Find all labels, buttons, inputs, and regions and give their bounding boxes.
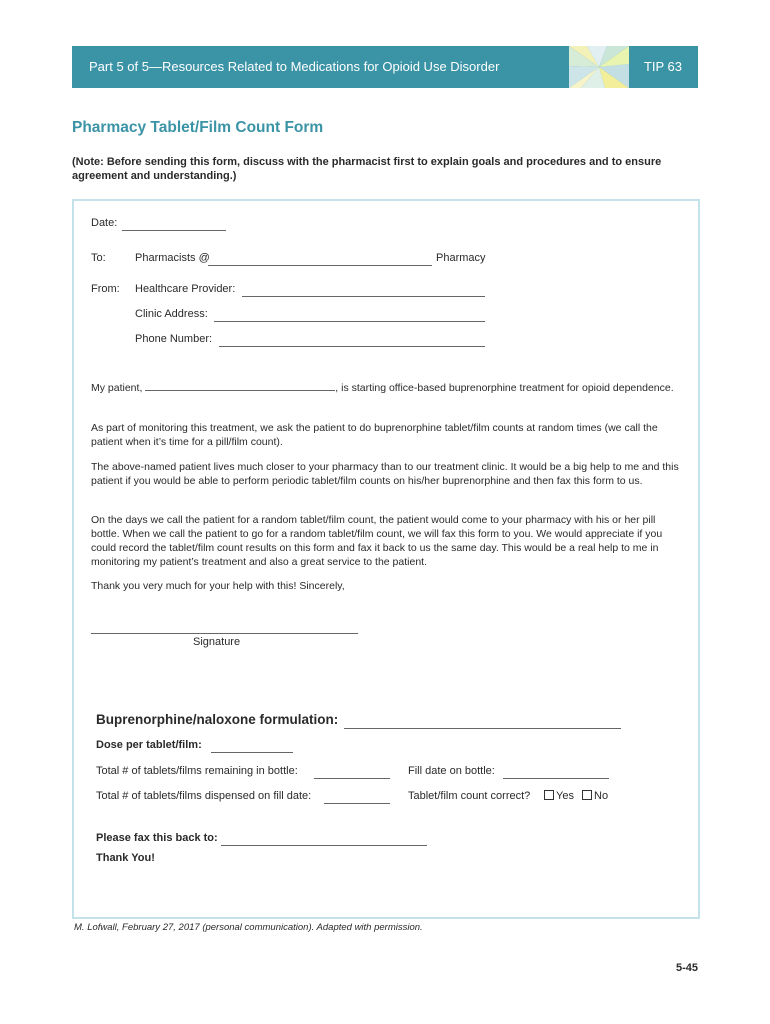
from-label: From: <box>91 283 120 295</box>
monitoring-paragraph: As part of monitoring this treatment, we ask the patient to do buprenorphine tablet/film counts at random times (we call the patient when it’s time for a pill/film count). <box>91 422 658 448</box>
yes-label: Yes <box>556 790 574 802</box>
to-label: To: <box>91 252 106 264</box>
thanks-paragraph: Thank you very much for your help with this! Sincerely, <box>91 580 345 592</box>
formulation-field[interactable] <box>344 719 621 729</box>
fax-back-field[interactable] <box>221 836 427 846</box>
dispensed-field[interactable] <box>324 794 390 804</box>
dose-label: Dose per tablet/film: <box>96 739 202 751</box>
date-label: Date: <box>91 217 118 229</box>
pharmacy-name-field[interactable] <box>208 256 432 266</box>
section-header-bar <box>72 46 698 88</box>
page-number: 5-45 <box>675 962 698 974</box>
fill-date-label: Fill date on bottle: <box>408 765 495 777</box>
formulation-label: Buprenorphine/naloxone formulation: <box>96 712 339 727</box>
no-label: No <box>594 790 609 802</box>
tip-label: TIP 63 <box>643 59 682 74</box>
patient-name-field[interactable] <box>145 381 335 391</box>
fax-back-label: Please fax this back to: <box>96 832 218 844</box>
patient-suffix: , is starting office-based buprenorphine treatment for opioid dependence. <box>335 382 674 394</box>
fill-date-field[interactable] <box>503 769 609 779</box>
section-header-text: Part 5 of 5—Resources Related to Medications for Opioid Use Disorder <box>89 59 500 74</box>
proximity-paragraph: The above-named patient lives much closer to your pharmacy than to our treatment clinic. It would be a big help to me and this patient if you would be able to perform periodic tablet/film counts on his/her buprenorphine and then fax this form to us. <box>91 461 679 487</box>
clinic-address-label: Clinic Address: <box>135 308 208 320</box>
patient-paragraph <box>91 381 681 395</box>
no-checkbox[interactable] <box>582 790 592 800</box>
thank-you-text: Thank You! <box>96 852 155 864</box>
provider-label: Healthcare Provider: <box>135 283 236 295</box>
count-correct-label: Tablet/film count correct? <box>408 790 531 802</box>
phone-number-field[interactable] <box>219 337 485 347</box>
form-box <box>72 199 700 919</box>
signature-line[interactable] <box>91 633 358 634</box>
form-note: (Note: Before sending this form, discuss with the pharmacist first to explain goals and procedures and to ensure agreement and understanding.) <box>72 156 662 182</box>
pharmacy-label: Pharmacy <box>436 252 486 264</box>
clinic-address-field[interactable] <box>214 312 485 322</box>
patient-prefix: My patient, <box>91 382 143 394</box>
pharmacists-label: Pharmacists @ <box>135 252 210 264</box>
remaining-label: Total # of tablets/films remaining in bottle: <box>96 765 298 777</box>
attribution-credit: M. Lofwall, February 27, 2017 (personal communication). Adapted with permission. <box>74 922 423 933</box>
page-title: Pharmacy Tablet/Film Count Form <box>72 119 324 136</box>
date-field[interactable] <box>122 221 226 231</box>
decorative-header-graphic <box>569 46 629 88</box>
provider-field[interactable] <box>242 287 485 297</box>
no-option[interactable] <box>578 790 608 802</box>
procedure-paragraph: On the days we call the patient for a random tablet/film count, the patient would come to your pharmacy with his or her pill bottle. When we call the patient to go for a random tablet/film count, we will fax this form to you. We would appreciate if you could record the tablet/film count results on this form and fax it back to us the same day. This would be a real help to me in monitoring my patient’s treatment and also a great service to the patient. <box>91 514 663 568</box>
yes-checkbox[interactable] <box>544 790 554 800</box>
signature-label: Signature <box>193 636 241 648</box>
dispensed-label: Total # of tablets/films dispensed on fill date: <box>96 790 312 802</box>
remaining-field[interactable] <box>314 769 390 779</box>
yes-option[interactable] <box>540 790 574 802</box>
dose-field[interactable] <box>211 743 293 753</box>
phone-number-label: Phone Number: <box>135 333 213 345</box>
